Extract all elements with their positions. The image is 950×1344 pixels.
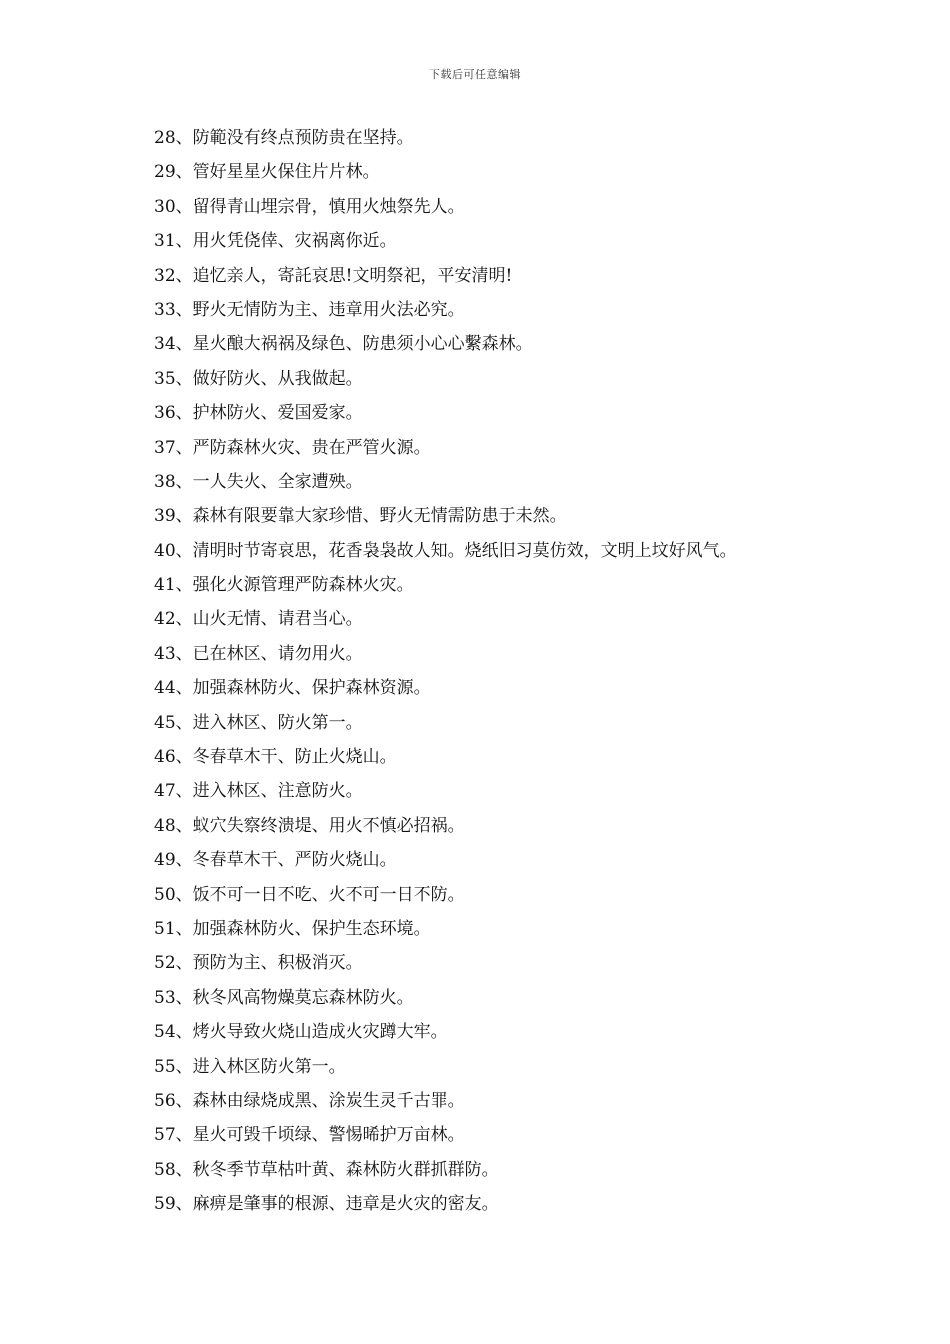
list-item: 35、做好防火、从我做起。 — [154, 368, 363, 389]
list-item: 56、森林由绿烧成黑、涂炭生灵千古罪。 — [154, 1090, 465, 1111]
list-item: 58、秋冬季节草枯叶黄、森林防火群抓群防。 — [154, 1159, 499, 1180]
list-item: 45、进入林区、防火第一。 — [154, 712, 363, 733]
list-item: 31、用火凭侥倖、灾祸离你近。 — [154, 231, 397, 252]
list-item: 38、一人失火、全家遭殃。 — [154, 471, 363, 492]
list-item: 30、留得青山埋宗骨，慎用火烛祭先人。 — [154, 196, 465, 217]
list-item: 55、进入林区防火第一。 — [154, 1056, 346, 1077]
list-item: 34、星火酿大祸祸及绿色、防患须小心心繫森林。 — [154, 334, 533, 355]
list-item: 48、蚁穴失察终溃堤、用火不慎必招祸。 — [154, 815, 465, 836]
list-item: 50、饭不可一日不吃、火不可一日不防。 — [154, 884, 465, 905]
list-item: 52、预防为主、积极消灭。 — [154, 953, 363, 974]
list-item: 32、追忆亲人，寄託哀思!文明祭祀，平安清明! — [154, 265, 513, 286]
list-item: 51、加强森林防火、保护生态环境。 — [154, 918, 431, 939]
list-item: 42、山火无情、请君当心。 — [154, 609, 363, 630]
list-item: 33、野火无情防为主、违章用火法必究。 — [154, 299, 465, 320]
list-item: 28、防範没有终点预防贵在坚持。 — [154, 128, 414, 148]
slogan-list — [154, 121, 914, 1222]
list-item: 59、麻痹是肇事的根源、违章是火灾的密友。 — [154, 1194, 499, 1215]
list-item: 39、森林有限要靠大家珍惜、野火无情需防患于未然。 — [154, 506, 567, 527]
list-item: 41、强化火源管理严防森林火灾。 — [154, 575, 414, 596]
list-item: 53、秋冬风高物燥莫忘森林防火。 — [154, 987, 414, 1008]
list-item: 57、星火可毁千顷绿、警惕晞护万亩林。 — [154, 1125, 465, 1146]
list-item: 49、冬春草木干、严防火烧山。 — [154, 850, 397, 871]
list-item: 40、清明时节寄哀思，花香袅袅故人知。烧纸旧习莫仿效，文明上坟好风气。 — [154, 540, 737, 561]
page-header: 下载后可任意编辑 — [429, 68, 521, 81]
list-item: 36、护林防火、爱国爱家。 — [154, 403, 363, 424]
list-item: 43、已在林区、请勿用火。 — [154, 643, 363, 664]
list-item: 47、进入林区、注意防火。 — [154, 781, 363, 802]
list-item: 44、加强森林防火、保护森林资源。 — [154, 678, 431, 699]
list-item: 54、烤火导致火烧山造成火灾蹲大牢。 — [154, 1022, 448, 1043]
list-item: 29、管好星星火保住片片林。 — [154, 162, 380, 183]
list-item: 37、严防森林火灾、贵在严管火源。 — [154, 437, 431, 458]
list-item: 46、冬春草木干、防止火烧山。 — [154, 747, 397, 768]
